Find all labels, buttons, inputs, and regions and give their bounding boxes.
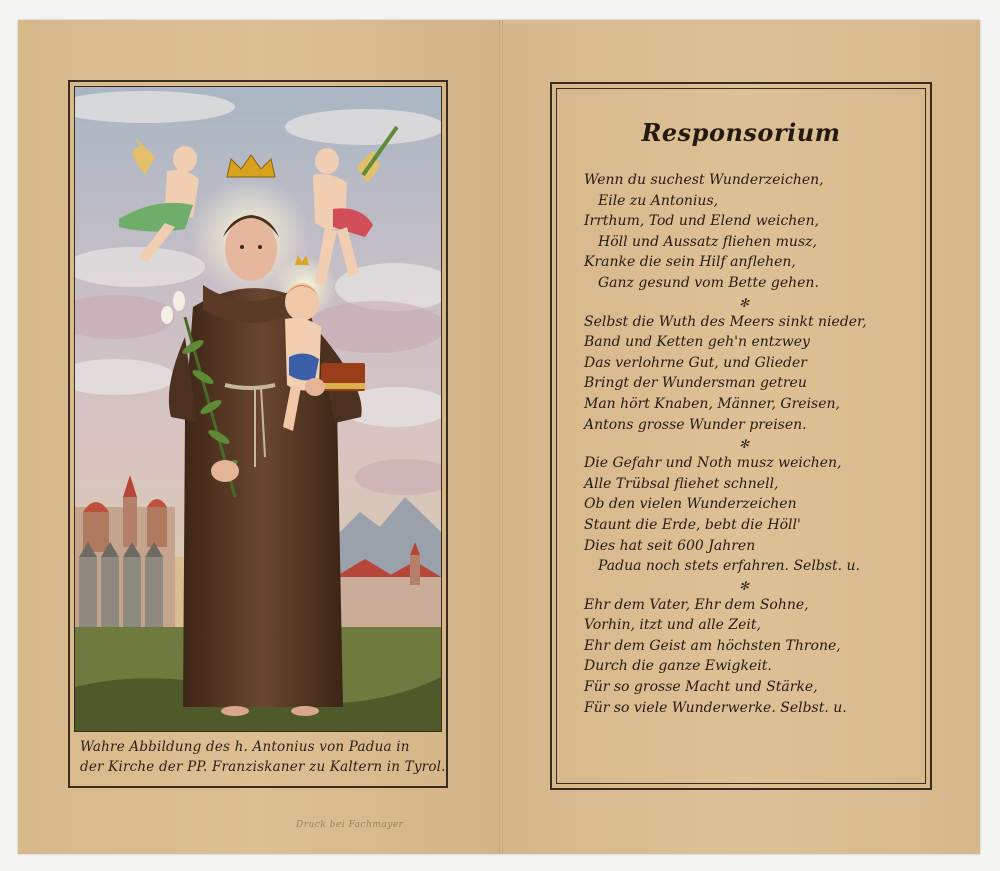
poem-text <box>584 170 924 718</box>
saint-anthony-illustration <box>75 87 441 731</box>
poem-line: Irrthum, Tod und Elend weichen, <box>584 213 820 230</box>
poem-line: Die Gefahr und Noth musz weichen, <box>584 455 842 472</box>
stanza-separator: ✻ <box>738 437 750 452</box>
stanza-separator: ✻ <box>738 295 750 310</box>
poem-line: Bringt der Wundersman getreu <box>584 375 807 392</box>
poem-line: Durch die ganze Ewigkeit. <box>584 658 772 675</box>
poem-line: Wenn du suchest Wunderzeichen, <box>584 172 824 188</box>
poem-line: Ob den vielen Wunderzeichen <box>584 496 797 513</box>
poem-line: Antons grosse Wunder preisen. <box>584 416 807 433</box>
christ-child <box>285 283 319 321</box>
stanza-2 <box>584 312 924 436</box>
poem-line: Ganz gesund vom Bette gehen. <box>598 274 819 291</box>
poem-line: Kranke die sein Hilf anflehen, <box>584 254 796 271</box>
poem-line: Band und Ketten geh'n entzwey <box>584 334 810 351</box>
stanza-1 <box>584 170 924 294</box>
poem-line: Für so grosse Macht und Stärke, <box>584 679 818 696</box>
poem-line: Padua noch stets erfahren. Selbst. u. <box>598 558 860 575</box>
stanza-separator: ✻ <box>738 578 750 593</box>
printer-mark: Druck bei Fachmayer <box>296 820 404 830</box>
poem-line: Ehr dem Geist am höchsten Throne, <box>584 637 841 654</box>
poem-line: Für so viele Wunderwerke. Selbst. u. <box>584 699 847 716</box>
caption-line-2: der Kirche der PP. Franziskaner zu Kaltern in Tyrol. <box>80 759 446 775</box>
illustration-frame <box>74 86 442 732</box>
center-fold <box>499 20 503 854</box>
stanza-4 <box>584 595 924 719</box>
illustration-caption <box>74 733 446 785</box>
poem-line: Höll und Aussatz fliehen musz, <box>598 233 817 250</box>
caption-line-1: Wahre Abbildung des h. Antonius von Padua in <box>80 739 410 755</box>
poem-line: Vorhin, itzt und alle Zeit, <box>584 617 761 634</box>
poem-line: Eile zu Antonius, <box>598 192 719 209</box>
poem-title: Responsorium <box>641 118 841 147</box>
stanza-3 <box>584 453 924 577</box>
poem-line: Das verlohrne Gut, und Glieder <box>584 354 807 371</box>
poem-line: Selbst die Wuth des Meers sinkt nieder, <box>584 313 867 330</box>
poem-line: Alle Trübsal fliehet schnell, <box>584 475 779 492</box>
saint-face <box>225 217 277 281</box>
poem-line: Ehr dem Vater, Ehr dem Sohne, <box>584 596 809 613</box>
poem-line: Man hört Knaben, Männer, Greisen, <box>584 395 840 412</box>
poem-line: Staunt die Erde, bebt die Höll' <box>584 516 801 533</box>
poem-line: Dies hat seit 600 Jahren <box>584 537 756 554</box>
